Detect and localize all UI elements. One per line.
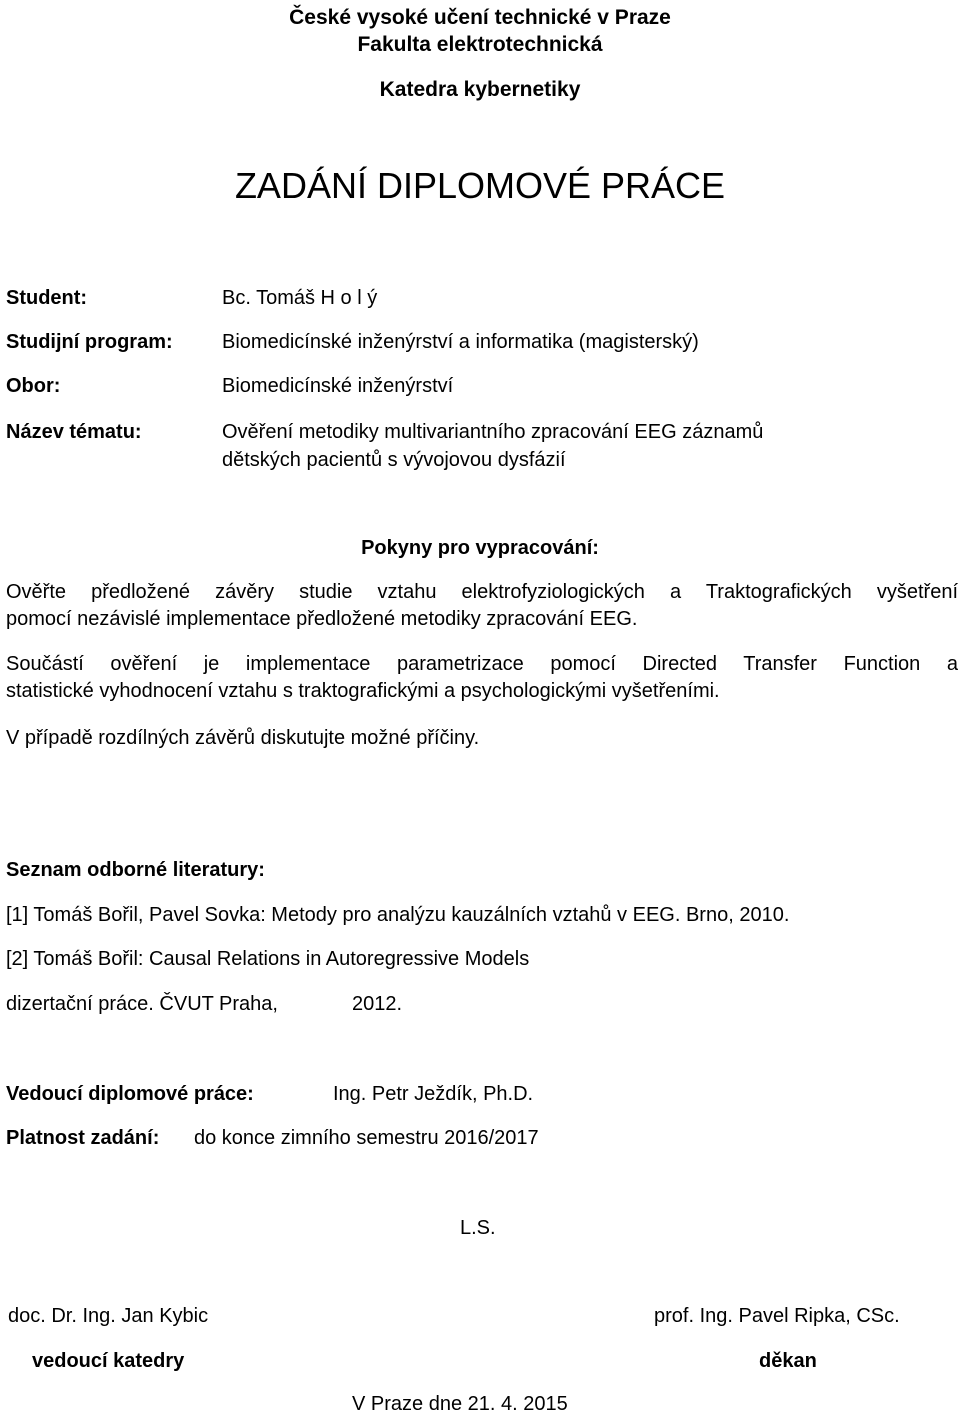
literature-item-2-line-1: [2] Tomáš Bořil: Causal Relations in Autoregressive Models — [6, 948, 530, 970]
validity-label: Platnost zadání: — [6, 1127, 160, 1149]
supervisor-label: Vedoucí diplomové práce: — [6, 1083, 254, 1105]
student-value: Bc. Tomáš H o l ý — [222, 287, 378, 309]
instructions-p1-line-1: Ověřte předložené závěry studie vztahu elektrofyziologických a Traktografických vyšetření — [6, 581, 958, 603]
faculty-name: Fakulta elektrotechnická — [357, 33, 603, 56]
university-name: České vysoké učení technické v Praze — [289, 6, 671, 29]
instructions-paragraph-1 — [6, 579, 958, 633]
instructions-heading: Pokyny pro vypracování: — [361, 537, 599, 559]
signature-right-name: prof. Ing. Pavel Ripka, CSc. — [654, 1305, 900, 1327]
instructions-p2-line-2: statistické vyhodnocení vztahu s traktografickými a psychologickými vyšetřeními. — [6, 680, 720, 702]
topic-line-1: Ověření metodiky multivariantního zpracování EEG záznamů — [222, 421, 764, 443]
validity-value: do konce zimního semestru 2016/2017 — [194, 1127, 539, 1149]
topic-label: Název tématu: — [6, 421, 142, 443]
instructions-p1-line-2: pomocí nezávislé implementace předložené metodiky zpracování EEG. — [6, 608, 638, 630]
instructions-p2-line-1: Součástí ověření je implementace parametrizace pomocí Directed Transfer Function a — [6, 653, 958, 675]
signature-right-role: děkan — [759, 1350, 817, 1372]
instructions-paragraph-2 — [6, 651, 958, 705]
literature-item-2-line-2: dizertační práce. ČVUT Praha, — [6, 993, 278, 1015]
supervisor-value: Ing. Petr Ježdík, Ph.D. — [333, 1083, 534, 1105]
document-title: ZADÁNÍ DIPLOMOVÉ PRÁCE — [234, 165, 726, 206]
seal-mark: L.S. — [460, 1217, 496, 1239]
program-label: Studijní program: — [6, 331, 173, 353]
branch-label: Obor: — [6, 375, 61, 397]
literature-heading: Seznam odborné literatury: — [6, 859, 265, 881]
department-name: Katedra kybernetiky — [379, 78, 581, 101]
literature-item-1: [1] Tomáš Bořil, Pavel Sovka: Metody pro analýzu kauzálních vztahů v EEG. Brno, 2010. — [6, 904, 790, 926]
branch-value: Biomedicínské inženýrství — [222, 375, 454, 397]
topic-line-2: dětských pacientů s vývojovou dysfázií — [222, 449, 566, 471]
signature-left-role: vedoucí katedry — [32, 1350, 185, 1372]
place-date: V Praze dne 21. 4. 2015 — [352, 1393, 568, 1415]
instructions-paragraph-3: V případě rozdílných závěrů diskutujte možné příčiny. — [6, 727, 480, 749]
signature-left-name: doc. Dr. Ing. Jan Kybic — [8, 1305, 209, 1327]
student-label: Student: — [6, 287, 88, 309]
program-value: Biomedicínské inženýrství a informatika (magisterský) — [222, 331, 699, 353]
literature-item-2-year: 2012. — [352, 993, 403, 1015]
